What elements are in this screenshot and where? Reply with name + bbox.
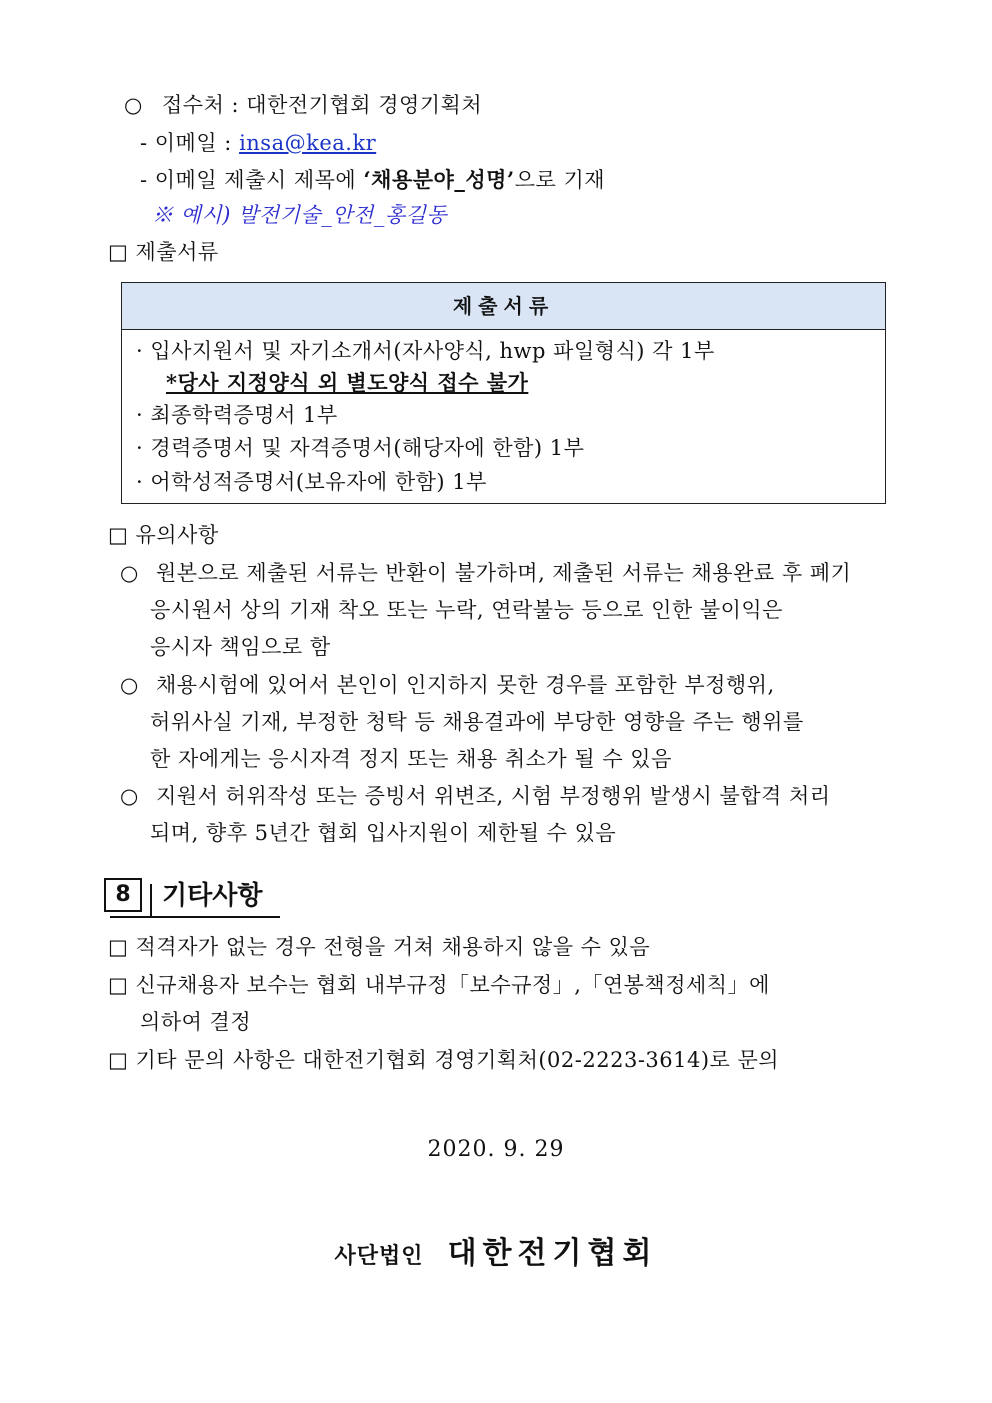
note-item-continued: 되며, 향후 5년간 협회 입사지원이 제한될 수 있음 [150,821,617,845]
document-item: · 최종학력증명서 1부 [136,403,338,427]
subject-format: ‘채용분야_성명’ [363,167,515,192]
note-item-continued: 응시원서 상의 기재 착오 또는 누락, 연락불능 등으로 인한 불이익은 [150,598,783,622]
subject-example: ※ 예시) 발전기술_안전_홍길동 [152,203,448,227]
email-line [140,128,376,158]
note-item-continued: 허위사실 기재, 부정한 청탁 등 채용결과에 부당한 영향을 주는 행위를 [150,710,804,734]
email-subject-line [140,165,605,195]
organization-signature [0,1228,992,1272]
misc-item: □ 신규채용자 보수는 협회 내부규정「보수규정」,「연봉책정세칙」에 [108,973,770,997]
email-label: - 이메일 : [140,131,240,155]
document-date: 2020. 9. 29 [427,1137,565,1162]
notes-heading: □ 유의사항 [108,523,219,547]
misc-item: □ 적격자가 없는 경우 전형을 거쳐 채용하지 않을 수 있음 [108,935,651,959]
email-link[interactable]: insa@kea.kr [239,131,377,155]
document-item: · 입사지원서 및 자기소개서(자사양식, hwp 파일형식) 각 1부 [136,339,715,363]
circle-bullet-icon: ○ [124,93,143,117]
note-item: ○ 지원서 허위작성 또는 증빙서 위변조, 시험 부정행위 발생시 불합격 처리 [120,781,831,811]
documents-table-header: 제출서류 [122,283,885,330]
document-item: · 경력증명서 및 자격증명서(해당자에 한함) 1부 [136,436,585,460]
note-item-continued: 응시자 책임으로 함 [150,635,331,659]
misc-item-continued: 의하여 결정 [140,1010,252,1034]
subject-prefix: - 이메일 제출시 제목에 [140,168,364,192]
section-title: 기타사항 [162,881,263,911]
misc-item: □ 기타 문의 사항은 대한전기협회 경영기획처(02-2223-3614)로 문의 [108,1048,780,1072]
note-item: ○ 원본으로 제출된 서류는 반환이 불가하며, 제출된 서류는 채용완료 후 폐기 [120,558,851,588]
documents-heading: □ 제출서류 [108,240,219,264]
organization-type: 사단법인 [334,1243,424,1269]
subject-suffix: 으로 기재 [514,168,606,192]
section-title-underline [152,916,280,918]
organization-name: 대한전기협회 [447,1236,658,1271]
reception-line [124,90,482,120]
note-item-continued: 한 자에게는 응시자격 정지 또는 채용 취소가 될 수 있음 [150,747,672,771]
reception-text: 접수처 : 대한전기협회 경영기획처 [162,93,483,117]
circle-bullet-icon: ○ [120,673,139,697]
document-item: · 어학성적증명서(보유자에 한함) 1부 [136,470,487,494]
section-number-badge: 8 [104,878,142,912]
circle-bullet-icon: ○ [120,561,139,585]
document-note: *당사 지정양식 외 별도양식 접수 불가 [166,370,529,395]
circle-bullet-icon: ○ [120,784,139,808]
documents-table [121,282,886,504]
note-item: ○ 채용시험에 있어서 본인이 인지하지 못한 경우를 포함한 부정행위, [120,670,775,700]
